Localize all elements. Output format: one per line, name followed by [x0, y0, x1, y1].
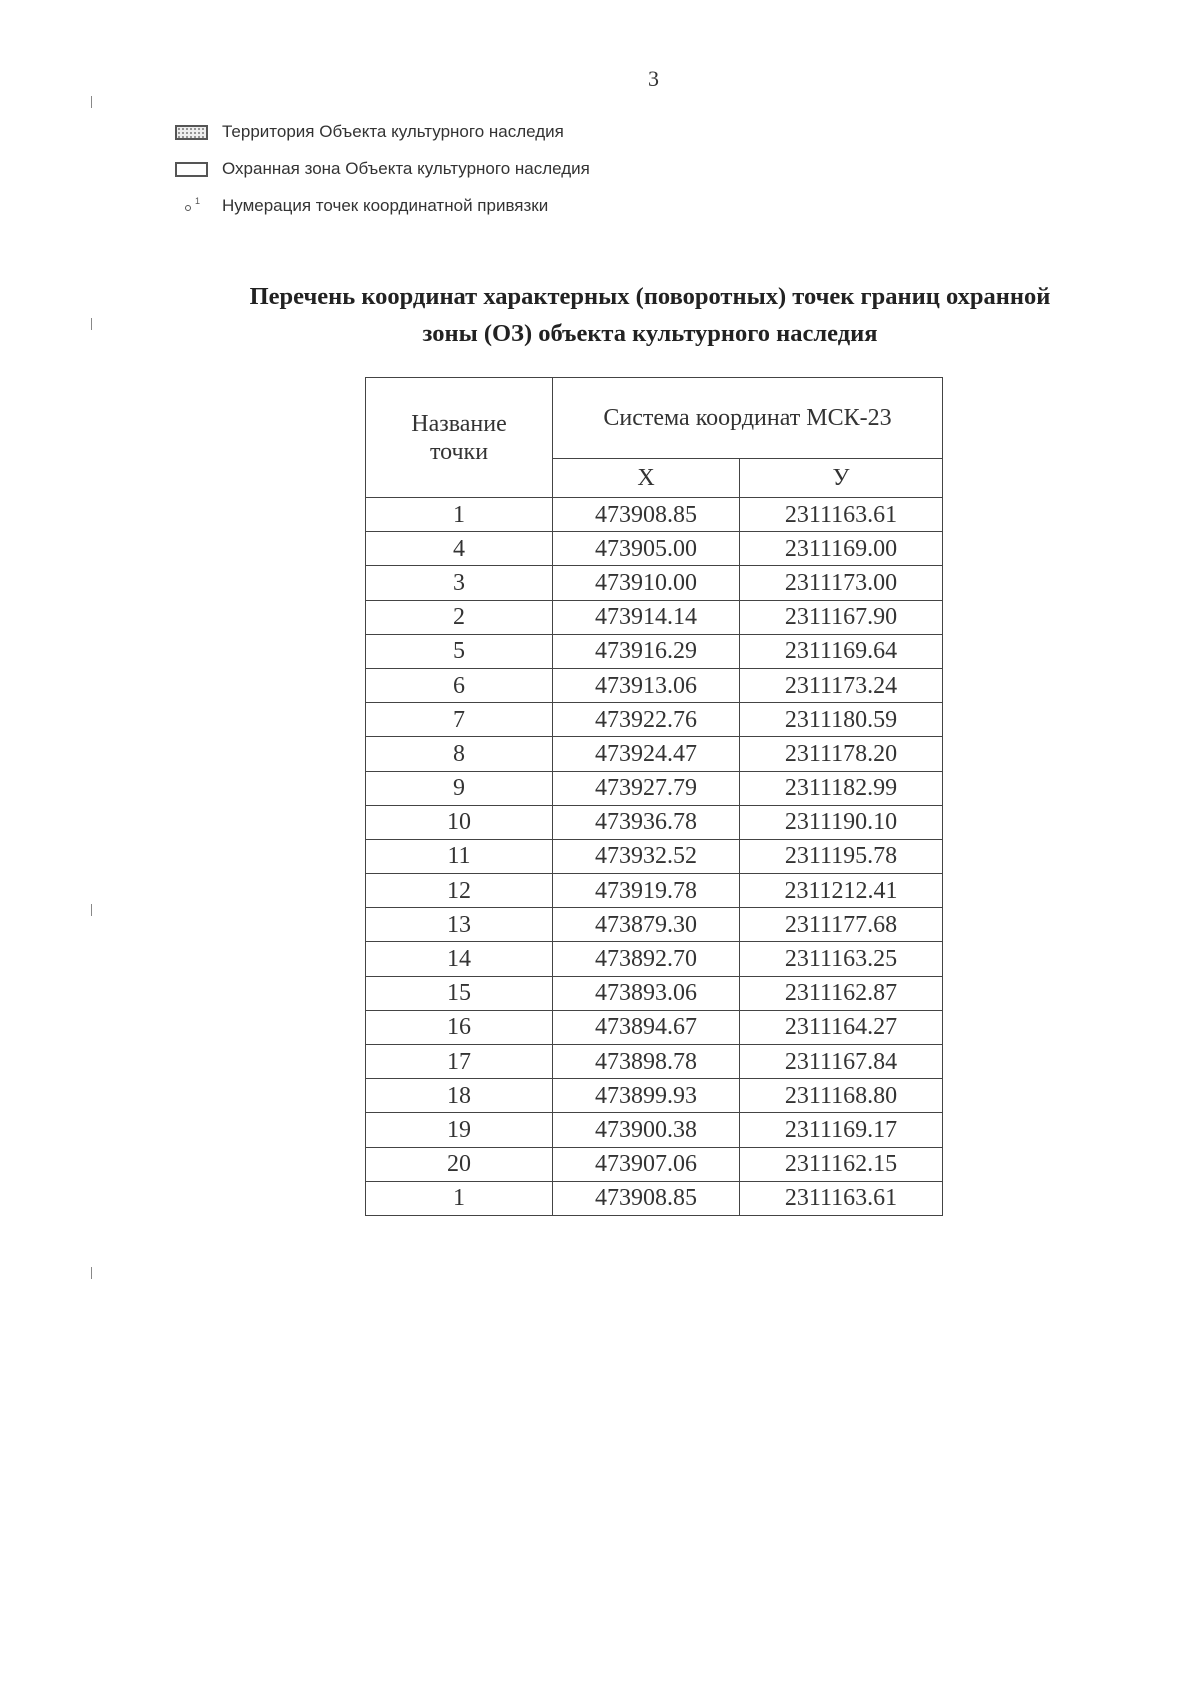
cell-point-name: 5 [366, 634, 553, 668]
title-line: зоны (ОЗ) объекта культурного наследия [422, 320, 878, 347]
cell-x: 473932.52 [553, 839, 740, 873]
legend-item-point [175, 196, 590, 216]
cell-point-name: 17 [366, 1045, 553, 1079]
cell-x: 473899.93 [553, 1079, 740, 1113]
document-title [160, 278, 1140, 352]
legend-label: Территория Объекта культурного наследия [222, 122, 564, 141]
cell-x: 473908.85 [553, 1181, 740, 1215]
cell-y: 2311167.90 [740, 600, 943, 634]
cell-point-name: 1 [366, 1181, 553, 1215]
legend-item-territory [175, 122, 590, 142]
cell-x: 473936.78 [553, 805, 740, 839]
cell-point-name: 6 [366, 668, 553, 702]
table-row [366, 1079, 943, 1113]
table-row [366, 1113, 943, 1147]
cell-point-name: 15 [366, 976, 553, 1010]
map-legend [175, 122, 590, 233]
cell-x: 473913.06 [553, 668, 740, 702]
table-row [366, 634, 943, 668]
cell-point-name: 2 [366, 600, 553, 634]
cell-y: 2311177.68 [740, 908, 943, 942]
cell-y: 2311182.99 [740, 771, 943, 805]
point-dot [185, 205, 191, 211]
table-row [366, 908, 943, 942]
cell-y: 2311169.00 [740, 532, 943, 566]
cell-x: 473905.00 [553, 532, 740, 566]
cell-y: 2311212.41 [740, 874, 943, 908]
margin-tick [91, 904, 92, 916]
cell-point-name: 1 [366, 498, 553, 532]
numbered-point-icon [175, 198, 208, 214]
column-header-point-name [366, 378, 553, 498]
cell-point-name: 3 [366, 566, 553, 600]
table-row [366, 1010, 943, 1044]
cell-y: 2311163.25 [740, 942, 943, 976]
dotted-rectangle-icon [175, 125, 208, 140]
cell-y: 2311178.20 [740, 737, 943, 771]
column-header-y: У [740, 459, 943, 498]
cell-point-name: 19 [366, 1113, 553, 1147]
cell-y: 2311168.80 [740, 1079, 943, 1113]
margin-tick [91, 318, 92, 330]
cell-x: 473893.06 [553, 976, 740, 1010]
cell-y: 2311173.00 [740, 566, 943, 600]
cell-point-name: 10 [366, 805, 553, 839]
cell-point-name: 20 [366, 1147, 553, 1181]
cell-y: 2311173.24 [740, 668, 943, 702]
cell-y: 2311195.78 [740, 839, 943, 873]
table-row [366, 703, 943, 737]
point-number: 1 [195, 196, 201, 206]
title-line: Перечень координат характерных (поворотных) точек границ охранной [249, 283, 1051, 310]
table-row [366, 532, 943, 566]
table-row [366, 839, 943, 873]
table-row [366, 600, 943, 634]
cell-point-name: 13 [366, 908, 553, 942]
column-header-x: Х [553, 459, 740, 498]
header-text: точки [429, 438, 489, 465]
cell-y: 2311180.59 [740, 703, 943, 737]
cell-x: 473916.29 [553, 634, 740, 668]
cell-x: 473914.14 [553, 600, 740, 634]
legend-label: Нумерация точек координатной привязки [222, 196, 549, 215]
margin-tick [91, 1267, 92, 1279]
table-row [366, 874, 943, 908]
cell-x: 473898.78 [553, 1045, 740, 1079]
cell-point-name: 9 [366, 771, 553, 805]
cell-x: 473907.06 [553, 1147, 740, 1181]
outline-rectangle-icon [175, 162, 208, 177]
cell-point-name: 11 [366, 839, 553, 873]
cell-y: 2311169.64 [740, 634, 943, 668]
cell-x: 473922.76 [553, 703, 740, 737]
cell-point-name: 12 [366, 874, 553, 908]
cell-y: 2311162.15 [740, 1147, 943, 1181]
table-row [366, 566, 943, 600]
page-number: 3 [648, 66, 659, 91]
cell-x: 473927.79 [553, 771, 740, 805]
cell-point-name: 4 [366, 532, 553, 566]
cell-y: 2311190.10 [740, 805, 943, 839]
table-row [366, 737, 943, 771]
table-row [366, 942, 943, 976]
table-row [366, 771, 943, 805]
table-row [366, 805, 943, 839]
table-row [366, 1045, 943, 1079]
cell-x: 473892.70 [553, 942, 740, 976]
cell-x: 473879.30 [553, 908, 740, 942]
cell-point-name: 16 [366, 1010, 553, 1044]
cell-x: 473910.00 [553, 566, 740, 600]
cell-y: 2311163.61 [740, 498, 943, 532]
legend-label: Охранная зона Объекта культурного наследия [222, 159, 590, 178]
margin-tick [91, 96, 92, 108]
cell-y: 2311167.84 [740, 1045, 943, 1079]
cell-x: 473900.38 [553, 1113, 740, 1147]
cell-point-name: 7 [366, 703, 553, 737]
table-body [366, 498, 943, 1216]
cell-point-name: 18 [366, 1079, 553, 1113]
table-row [366, 1147, 943, 1181]
cell-x: 473908.85 [553, 498, 740, 532]
cell-y: 2311164.27 [740, 1010, 943, 1044]
cell-point-name: 8 [366, 737, 553, 771]
cell-x: 473924.47 [553, 737, 740, 771]
coordinates-table [365, 377, 943, 1216]
cell-x: 473919.78 [553, 874, 740, 908]
cell-x: 473894.67 [553, 1010, 740, 1044]
table-row [366, 498, 943, 532]
table-row [366, 976, 943, 1010]
cell-y: 2311163.61 [740, 1181, 943, 1215]
cell-y: 2311169.17 [740, 1113, 943, 1147]
header-text: Название [411, 410, 507, 437]
table-row [366, 1181, 943, 1215]
cell-point-name: 14 [366, 942, 553, 976]
legend-item-zone [175, 159, 590, 179]
cell-y: 2311162.87 [740, 976, 943, 1010]
table-row [366, 668, 943, 702]
column-header-coordinate-system: Система координат МСК-23 [553, 378, 943, 459]
